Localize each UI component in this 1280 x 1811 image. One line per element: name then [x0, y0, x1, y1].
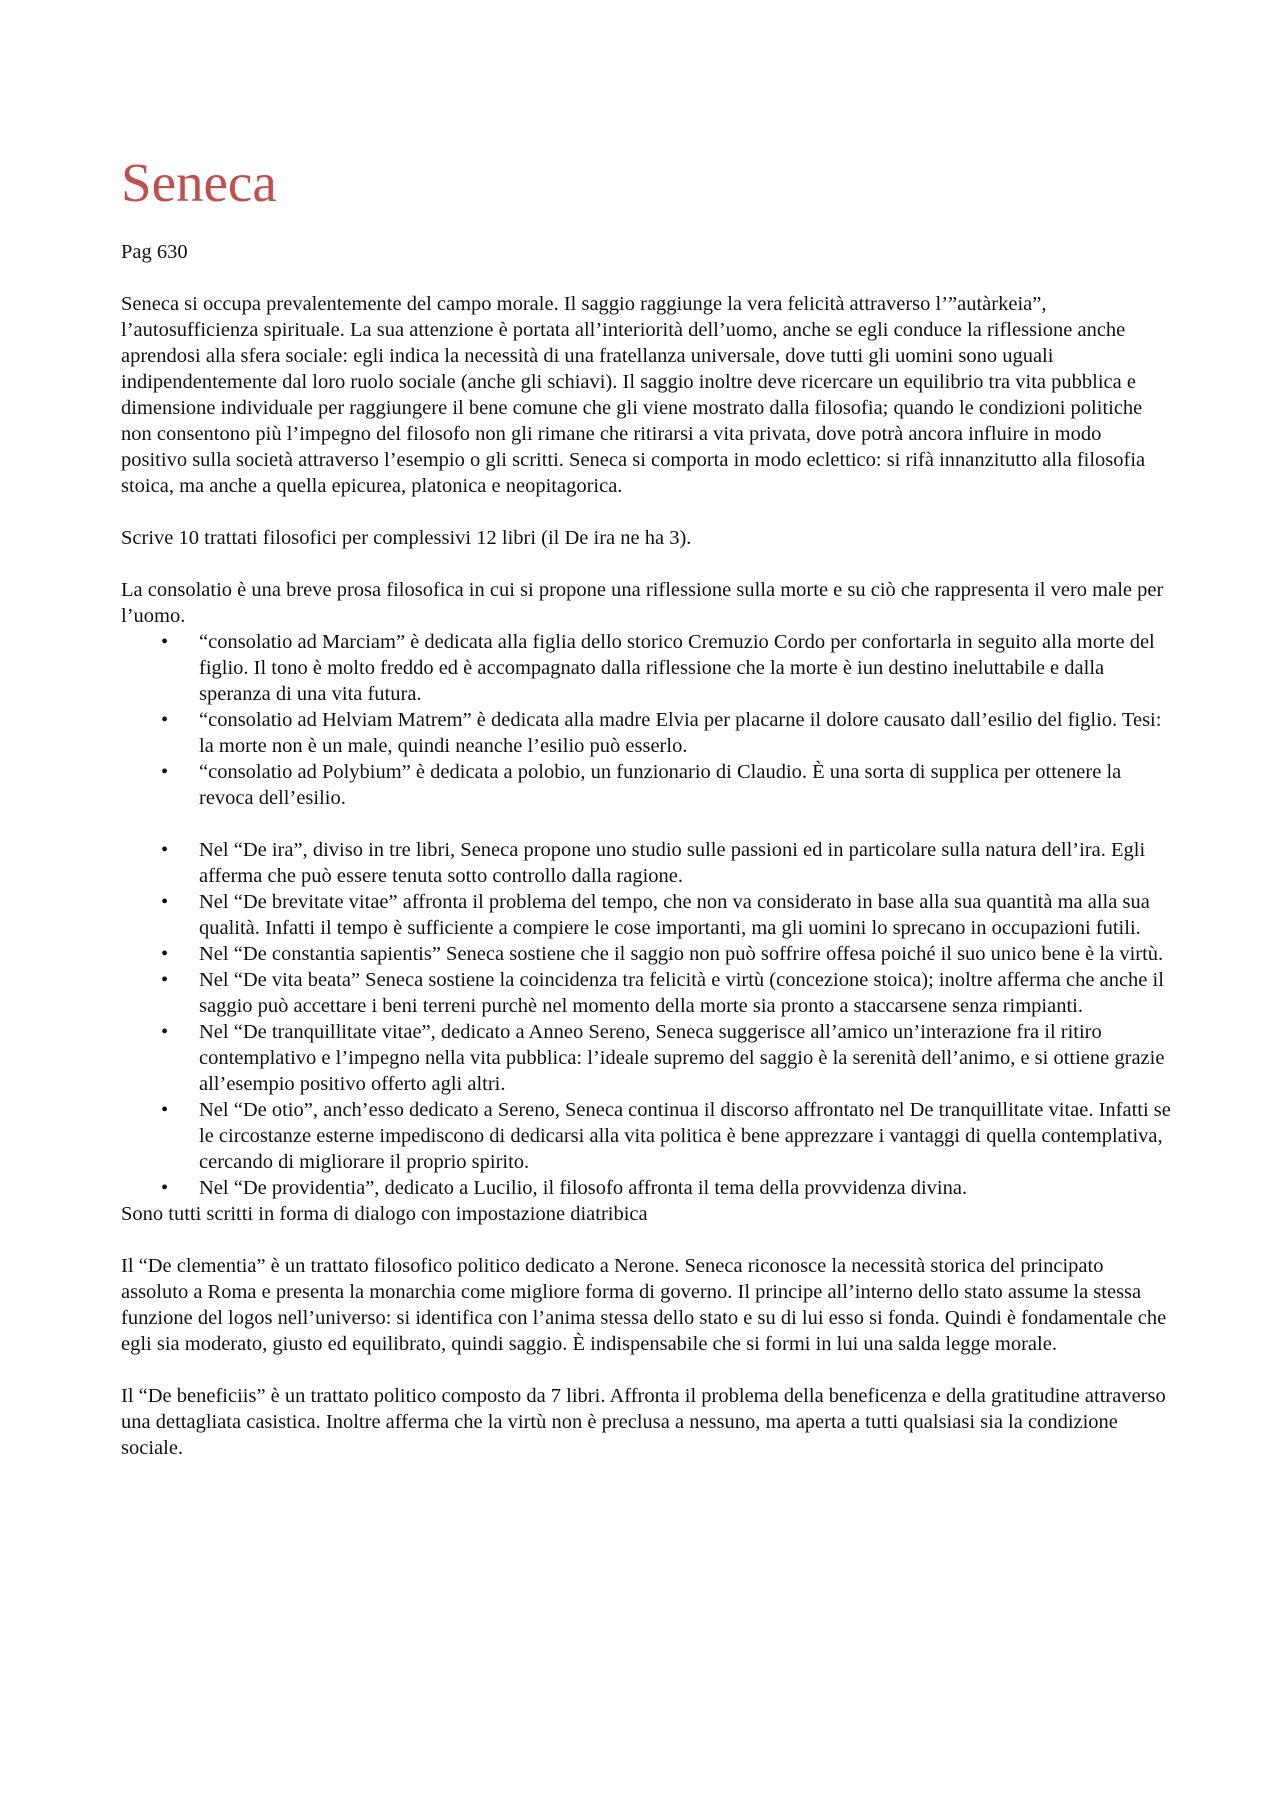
- de-clementia-paragraph: Il “De clementia” è un trattato filosofico politico dedicato a Nerone. Seneca riconosce la necessità storica del principato assoluto a Roma e presenta la monarchia come migliore forma di governo. Il principe all’interno dello stato assume la stessa funzione del logos nell’universo: si identifica con l’anima stessa dello stato e su di lui esso si fonda. Quindi è fondamentale che egli sia moderato, giusto ed equilibrato, quindi saggio. È indispensabile che si formi in lui una salda legge morale.: [121, 1255, 1167, 1355]
- consolatio-list: [121, 629, 1171, 811]
- bullet-icon: •: [161, 631, 169, 653]
- list-item-text: Nel “De vita beata” Seneca sostiene la coincidenza tra felicità e virtù (concezione stoica); inoltre afferma che anche il saggio può accettare i beni terreni purchè nel momento della morte sia pronto a staccarsene senza rimpianti.: [199, 969, 1164, 1017]
- list-item-text: Nel “De brevitate vitae” affronta il problema del tempo, che non va considerato in base alla sua quantità ma alla sua qualità. Infatti il tempo è sufficiente a compiere le cose importanti, ma gli uomini lo sprecano in occupazioni futili.: [199, 891, 1150, 939]
- bullet-icon: •: [161, 1021, 169, 1043]
- list-item-text: Nel “De providentia”, dedicato a Lucilio, il filosofo affronta il tema della provvidenza divina.: [199, 1177, 968, 1199]
- bullet-icon: •: [161, 709, 169, 731]
- list-item: [121, 837, 1171, 889]
- dialoghi-list: [121, 837, 1171, 1201]
- list-item: [121, 759, 1171, 811]
- list-item: [121, 707, 1171, 759]
- trattati-paragraph: Scrive 10 trattati filosofici per complessivi 12 libri (il De ira ne ha 3).: [121, 527, 692, 549]
- dialoghi-note: Sono tutti scritti in forma di dialogo con impostazione diatribica: [121, 1203, 648, 1225]
- list-item-text: Nel “De otio”, anch’esso dedicato a Sereno, Seneca continua il discorso affrontato nel De tranquillitate vitae. Infatti se le circostanze esterne impediscono di dedicarsi alla vita politica è bene apprezzare i vantaggi di quella contemplativa, cercando di migliorare il proprio spirito.: [199, 1099, 1171, 1173]
- bullet-icon: •: [161, 1099, 169, 1121]
- list-item-text: Nel “De tranquillitate vitae”, dedicato a Anneo Sereno, Seneca suggerisce all’amico un’interazione fra il ritiro contemplativo e l’impegno nella vita pubblica: l’ideale supremo del saggio è la serenità dell’animo, e si ottiene grazie all’esempio positivo offerto agli altri.: [199, 1021, 1165, 1095]
- list-item-text: “consolatio ad Polybium” è dedicata a polobio, un funzionario di Claudio. È una sorta di supplica per ottenere la revoca dell’esilio.: [199, 761, 1122, 809]
- list-item: [121, 1175, 1171, 1201]
- list-item: [121, 629, 1171, 707]
- bullet-icon: •: [161, 1177, 169, 1199]
- page-title: Seneca: [121, 152, 277, 213]
- document-content: [121, 148, 1171, 1461]
- bullet-icon: •: [161, 891, 169, 913]
- consolatio-intro-paragraph: La consolatio è una breve prosa filosofica in cui si propone una riflessione sulla morte e su ciò che rappresenta il vero male per l’uomo.: [121, 579, 1164, 627]
- bullet-icon: •: [161, 969, 169, 991]
- list-item-text: “consolatio ad Marciam” è dedicata alla figlia dello storico Cremuzio Cordo per confortarla in seguito alla morte del figlio. Il tono è molto freddo ed è accompagnato dalla riflessione che la morte è iun destino ineluttabile e dalla speranza di una vita futura.: [199, 631, 1155, 705]
- list-item: [121, 1019, 1171, 1097]
- list-item-text: Nel “De ira”, diviso in tre libri, Seneca propone uno studio sulle passioni ed in particolare sulla natura dell’ira. Egli afferma che può essere tenuta sotto controllo dalla ragione.: [199, 839, 1146, 887]
- bullet-icon: •: [161, 761, 169, 783]
- list-item: [121, 889, 1171, 941]
- de-beneficiis-paragraph: Il “De beneficiis” è un trattato politico composto da 7 libri. Affronta il problema della beneficenza e della gratitudine attraverso una dettagliata casistica. Inoltre afferma che la virtù non è preclusa a nessuno, ma aperta a tutti qualsiasi sia la condizione sociale.: [121, 1385, 1166, 1459]
- list-item: [121, 941, 1171, 967]
- list-item-text: Nel “De constantia sapientis” Seneca sostiene che il saggio non può soffrire offesa poiché il suo unico bene è la virtù.: [199, 943, 1164, 965]
- list-item: [121, 967, 1171, 1019]
- bullet-icon: •: [161, 839, 169, 861]
- list-item-text: “consolatio ad Helviam Matrem” è dedicata alla madre Elvia per placarne il dolore causato dall’esilio del figlio. Tesi: la morte non è un male, quindi neanche l’esilio può esserlo.: [199, 709, 1162, 757]
- list-spacer: [121, 811, 1171, 837]
- intro-paragraph: Seneca si occupa prevalentemente del campo morale. Il saggio raggiunge la vera felicità attraverso l’”autàrkeia”, l’autosufficienza spirituale. La sua attenzione è portata all’interiorità dell’uomo, anche se egli conduce la riflessione anche aprendosi alla sfera sociale: egli indica la necessità di una fratellanza universale, dove tutti gli uomini sono uguali indipendentemente dal loro ruolo sociale (anche gli schiavi). Il saggio inoltre deve ricercare un equilibrio tra vita pubblica e dimensione individuale per raggiungere il bene comune che gli viene mostrato dalla filosofia; quando le condizioni politiche non consentono più l’impegno del filosofo non gli rimane che ritirarsi a vita privata, dove potrà ancora influire in modo positivo sulla società attraverso l’esempio o gli scritti. Seneca si comporta in modo eclettico: si rifà innanzitutto alla filosofia stoica, ma anche a quella epicurea, platonica e neopitagorica.: [121, 293, 1146, 497]
- list-item: [121, 1097, 1171, 1175]
- page-reference: Pag 630: [121, 241, 188, 263]
- bullet-icon: •: [161, 943, 169, 965]
